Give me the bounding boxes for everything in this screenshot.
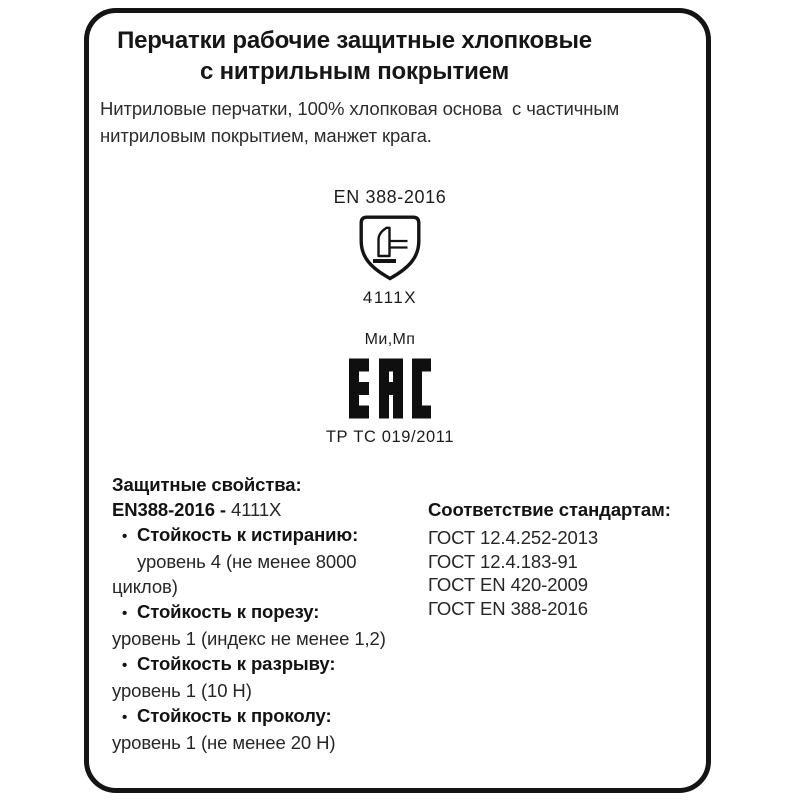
property-item-puncture — [112, 703, 428, 730]
en388-standard-label: EN 388-2016 — [333, 187, 447, 207]
bullet-icon: • — [122, 528, 128, 545]
product-description — [89, 95, 706, 149]
standard-prefix: EN388-2016 - — [112, 499, 226, 520]
product-label-card — [84, 8, 711, 793]
product-description-line2: нитриловым покрытием, манжет крага. — [100, 125, 432, 146]
protective-properties-section — [112, 472, 428, 755]
certification-block — [89, 187, 706, 447]
standards-list — [428, 526, 696, 620]
standard-item: ГОСТ 12.4.183-91 — [428, 550, 578, 572]
bullet-icon: • — [122, 709, 128, 726]
product-title-line2: с нитрильным покрытием — [199, 58, 510, 85]
bullet-icon: • — [122, 605, 128, 622]
property-label: Стойкость к истиранию: — [137, 524, 359, 545]
property-item-cut — [112, 599, 428, 626]
bullet-icon: • — [122, 657, 128, 674]
protective-properties-standard-line — [112, 497, 428, 522]
standards-section — [428, 497, 696, 755]
en388-performance-code: 4111X — [362, 288, 418, 307]
standards-heading: Соответствие стандартам: — [428, 499, 671, 520]
property-label: Стойкость к разрыву: — [137, 653, 336, 674]
property-item-tear — [112, 651, 428, 678]
standard-item: ГОСТ 12.4.252-2013 — [428, 527, 599, 548]
en388-shield-hammer-icon — [359, 215, 421, 281]
protective-properties-heading: Защитные свойства: — [112, 474, 302, 495]
glove-marking-code: Ми,Мп — [364, 331, 416, 348]
product-title-line1: Перчатки рабочие защитные хлопковые — [117, 27, 592, 54]
product-title — [89, 25, 706, 87]
property-value: уровень 1 (10 Н) — [112, 680, 252, 701]
customs-regulation-label: ТР ТС 019/2011 — [325, 428, 455, 446]
eac-conformity-mark-icon — [349, 358, 431, 419]
property-value: уровень 4 (не менее 8000 — [137, 551, 357, 572]
property-value: уровень 1 (не менее 20 Н) — [112, 732, 336, 753]
product-description-line1: Нитриловые перчатки, 100% хлопковая основа с частичным — [100, 98, 620, 119]
property-label: Стойкость к порезу: — [137, 601, 320, 622]
standard-item: ГОСТ EN 420-2009 — [428, 574, 588, 595]
property-label: Стойкость к проколу: — [137, 705, 332, 726]
property-item-abrasion — [112, 522, 428, 549]
standard-item: ГОСТ EN 388-2016 — [428, 597, 588, 619]
property-value-continued: циклов) — [112, 576, 178, 597]
specs-columns — [89, 472, 706, 755]
property-value: уровень 1 (индекс не менее 1,2) — [112, 628, 386, 649]
standard-code: 4111X — [231, 499, 282, 520]
